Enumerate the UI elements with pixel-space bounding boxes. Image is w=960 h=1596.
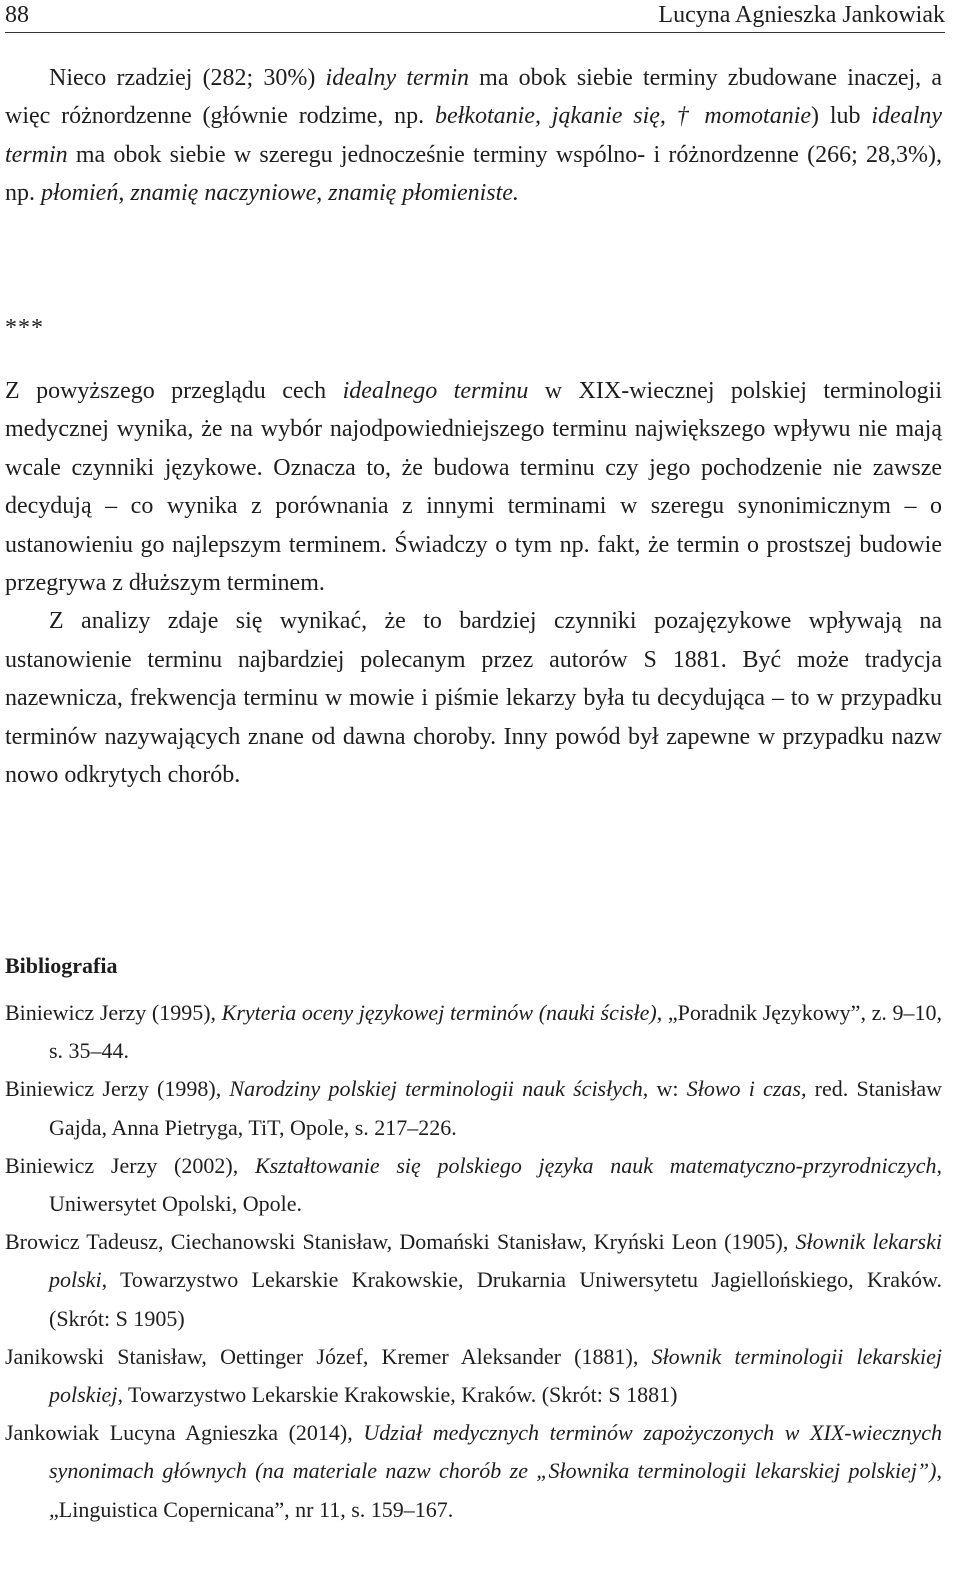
bib-entry: Browicz Tadeusz, Ciechanowski Stanisław, Domański Stanisław, Kryński Leon (1905), Słownik lekarski polski, Towarzystwo Lekarskie Krakowskie, Drukarnia Uniwersytetu Jagiellońskiego, Kraków. (Skrót: S 1905) bbox=[5, 1229, 942, 1331]
bibliography-list bbox=[5, 994, 942, 1529]
paragraph-3: Z analizy zdaje się wynikać, że to bardziej czynniki pozajęzykowe wpływają na ustanowienie terminu najbardziej polecanym przez autorów S 1881. Być może tradycja nazewnicza, frekwencja terminu w mowie i piśmie lekarzy była tu decydująca – to w przypadku terminów nazywających znane od dawna choroby. Inny powód był zapewne w przypadku nazw nowo odkrytych chorób. bbox=[5, 608, 942, 789]
bib-entry: Biniewicz Jerzy (1998), Narodziny polskiej terminologii nauk ścisłych, w: Słowo i czas, red. Stanisław Gajda, Anna Pietryga, TiT, Opole, s. 217–226. bbox=[5, 1076, 943, 1140]
running-head-author: Lucyna Agnieszka Jankowiak bbox=[658, 2, 945, 28]
bib-entry: Biniewicz Jerzy (2002), Kształtowanie się polskiego języka nauk matematyczno-przyrodniczych, Uniwersytet Opolski, Opole. bbox=[5, 1152, 943, 1217]
bib-entry: Jankowiak Lucyna Agnieszka (2014), Udział medycznych terminów zapożyczonych w XIX-wiecznych synonimach głównych (na materiale nazw chorób ze „Słownika terminologii lekarskiej polskiej”), „Linguistica Copernicana”, nr 11, s. 159–167. bbox=[5, 1420, 942, 1522]
paragraph-1: Nieco rzadziej (282; 30%) idealny termin ma obok siebie terminy zbudowane inaczej, a więc różnordzenne (głównie rodzime, np. bełkotanie, jąkanie się, † momotanie) lub idealny termin ma obok siebie w szeregu jednocześnie terminy wspólno- i różnordzenne (266; 28,3%), np. płomień, znamię naczyniowe, znamię płomieniste. bbox=[5, 65, 943, 207]
bib-entry: Biniewicz Jerzy (1995), Kryteria oceny językowej terminów (nauki ścisłe), „Poradnik Językowy”, z. 9–10, s. 35–44. bbox=[5, 1000, 942, 1064]
paragraph-2: Z powyższego przeglądu cech idealnego terminu w XIX-wiecznej polskiej terminologii medycznej wynika, że na wybór najodpowiedniejszego terminu największego wpływu nie mają wcale czynniki językowe. Oznacza to, że budowa terminu czy jego pochodzenie nie zawsze decydują – co wynika z porównania z innymi terminami w szeregu synonimicznym – o ustanowieniu go najlepszym terminem. Świadczy o tym np. fakt, że termin o prostszej budowie przegrywa z dłuższym terminem. Z analizy zdaje się wynikać, że to bardziej czynniki pozajęzykowe wpływają na ustanowienie terminu najbardziej polecanym przez autorów S 1881. Być może tradycja nazewnicza, frekwencja terminu w mowie i piśmie lekarzy była tu decydująca – to w przypadku terminów nazywających znane od dawna choroby. Inny powód był zapewne w przypadku nazw nowo odkrytych chorób. bbox=[5, 372, 942, 794]
section-separator: *** bbox=[5, 315, 44, 341]
page-number: 88 bbox=[5, 2, 29, 28]
bibliography-heading: Bibliografia bbox=[5, 953, 118, 978]
page-header bbox=[5, 0, 945, 33]
bib-entry: Janikowski Stanisław, Oettinger Józef, Kremer Aleksander (1881), Słownik terminologii lekarskiej polskiej, Towarzystwo Lekarskie Krakowskie, Kraków. (Skrót: S 1881) bbox=[5, 1343, 942, 1408]
